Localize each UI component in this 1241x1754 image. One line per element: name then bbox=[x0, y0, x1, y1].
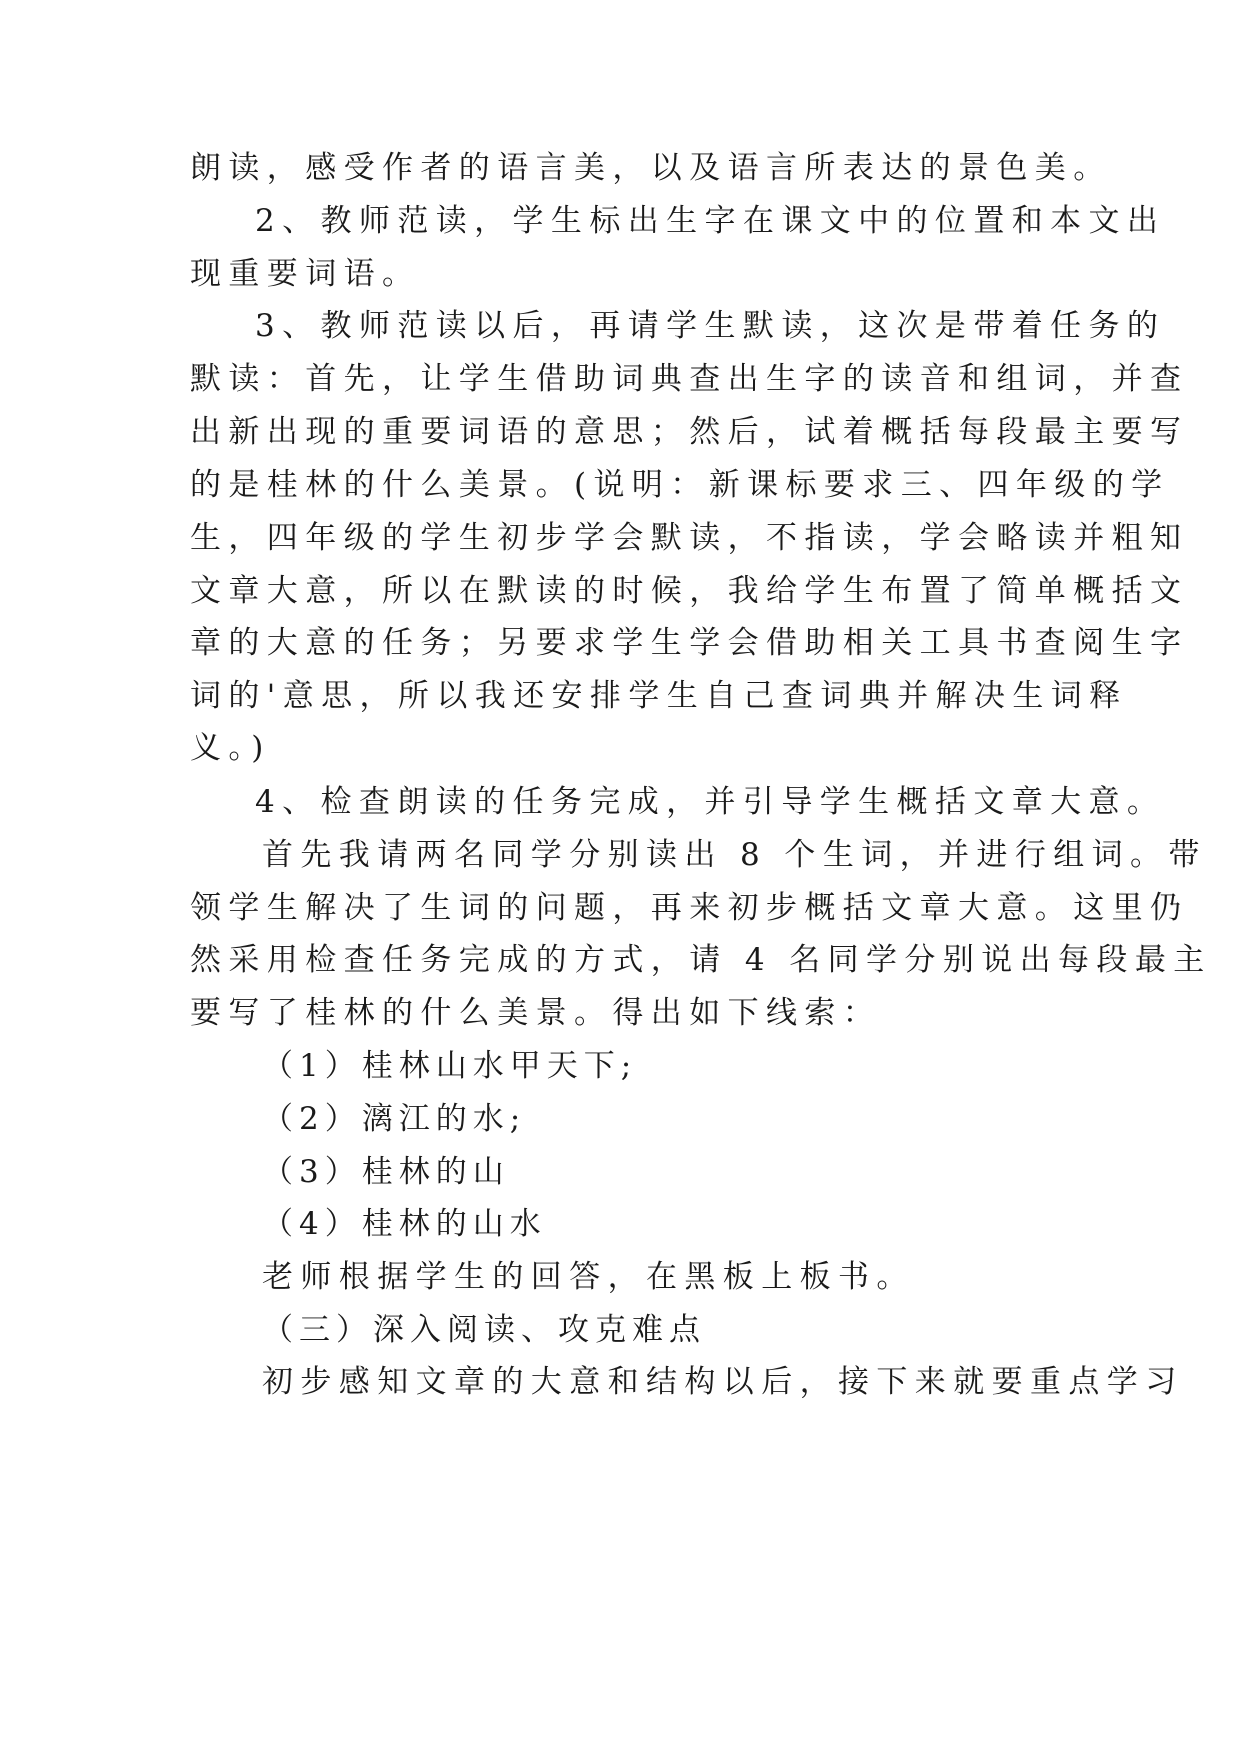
paragraph-line: 4、检查朗读的任务完成，并引导学生概括文章大意。 bbox=[255, 784, 1166, 820]
list-item: （4）桂林的山水 bbox=[262, 1206, 547, 1242]
list-item: （1）桂林山水甲天下; bbox=[262, 1048, 638, 1084]
paragraph-line: 默读：首先，让学生借助词典查出生字的读音和组词，并查 bbox=[190, 361, 1189, 397]
paragraph-line: 老师根据学生的回答，在黑板上板书。 bbox=[262, 1259, 915, 1295]
paragraph-line: 的是桂林的什么美景。(说明：新课标要求三、四年级的学 bbox=[190, 467, 1170, 503]
paragraph-line: 章的大意的任务；另要求学生学会借助相关工具书查阅生字 bbox=[190, 625, 1189, 661]
paragraph-line: 现重要词语。 bbox=[190, 256, 421, 292]
paragraph-line: 词的'意思，所以我还安排学生自己查词典并解决生词释 bbox=[190, 678, 1128, 714]
paragraph-line: 2、教师范读，学生标出生字在课文中的位置和本文出 bbox=[255, 203, 1166, 239]
paragraph-line: 3、教师范读以后，再请学生默读，这次是带着任务的 bbox=[255, 308, 1166, 344]
paragraph-line: 朗读，感受作者的语言美，以及语言所表达的景色美。 bbox=[190, 150, 1112, 186]
paragraph-line: 要写了桂林的什么美景。得出如下线索： bbox=[190, 995, 882, 1031]
paragraph-line: 义。) bbox=[190, 730, 271, 766]
paragraph-line: 首先我请两名同学分别读出 8 个生词，并进行组词。带 bbox=[262, 837, 1207, 873]
list-item: （3）桂林的山 bbox=[262, 1154, 510, 1190]
paragraph-line: 领学生解决了生词的问题，再来初步概括文章大意。这里仍 bbox=[190, 890, 1189, 926]
paragraph-line: 文章大意，所以在默读的时候，我给学生布置了简单概括文 bbox=[190, 573, 1189, 609]
list-item: （2）漓江的水; bbox=[262, 1101, 527, 1137]
section-heading: （三）深入阅读、攻克难点 bbox=[262, 1312, 706, 1348]
paragraph-line: 初步感知文章的大意和结构以后，接下来就要重点学习 bbox=[262, 1364, 1184, 1400]
paragraph-line: 然采用检查任务完成的方式，请 4 名同学分别说出每段最主 bbox=[190, 942, 1212, 978]
paragraph-line: 出新出现的重要词语的意思；然后，试着概括每段最主要写 bbox=[190, 414, 1189, 450]
paragraph-line: 生，四年级的学生初步学会默读，不指读，学会略读并粗知 bbox=[190, 520, 1189, 556]
